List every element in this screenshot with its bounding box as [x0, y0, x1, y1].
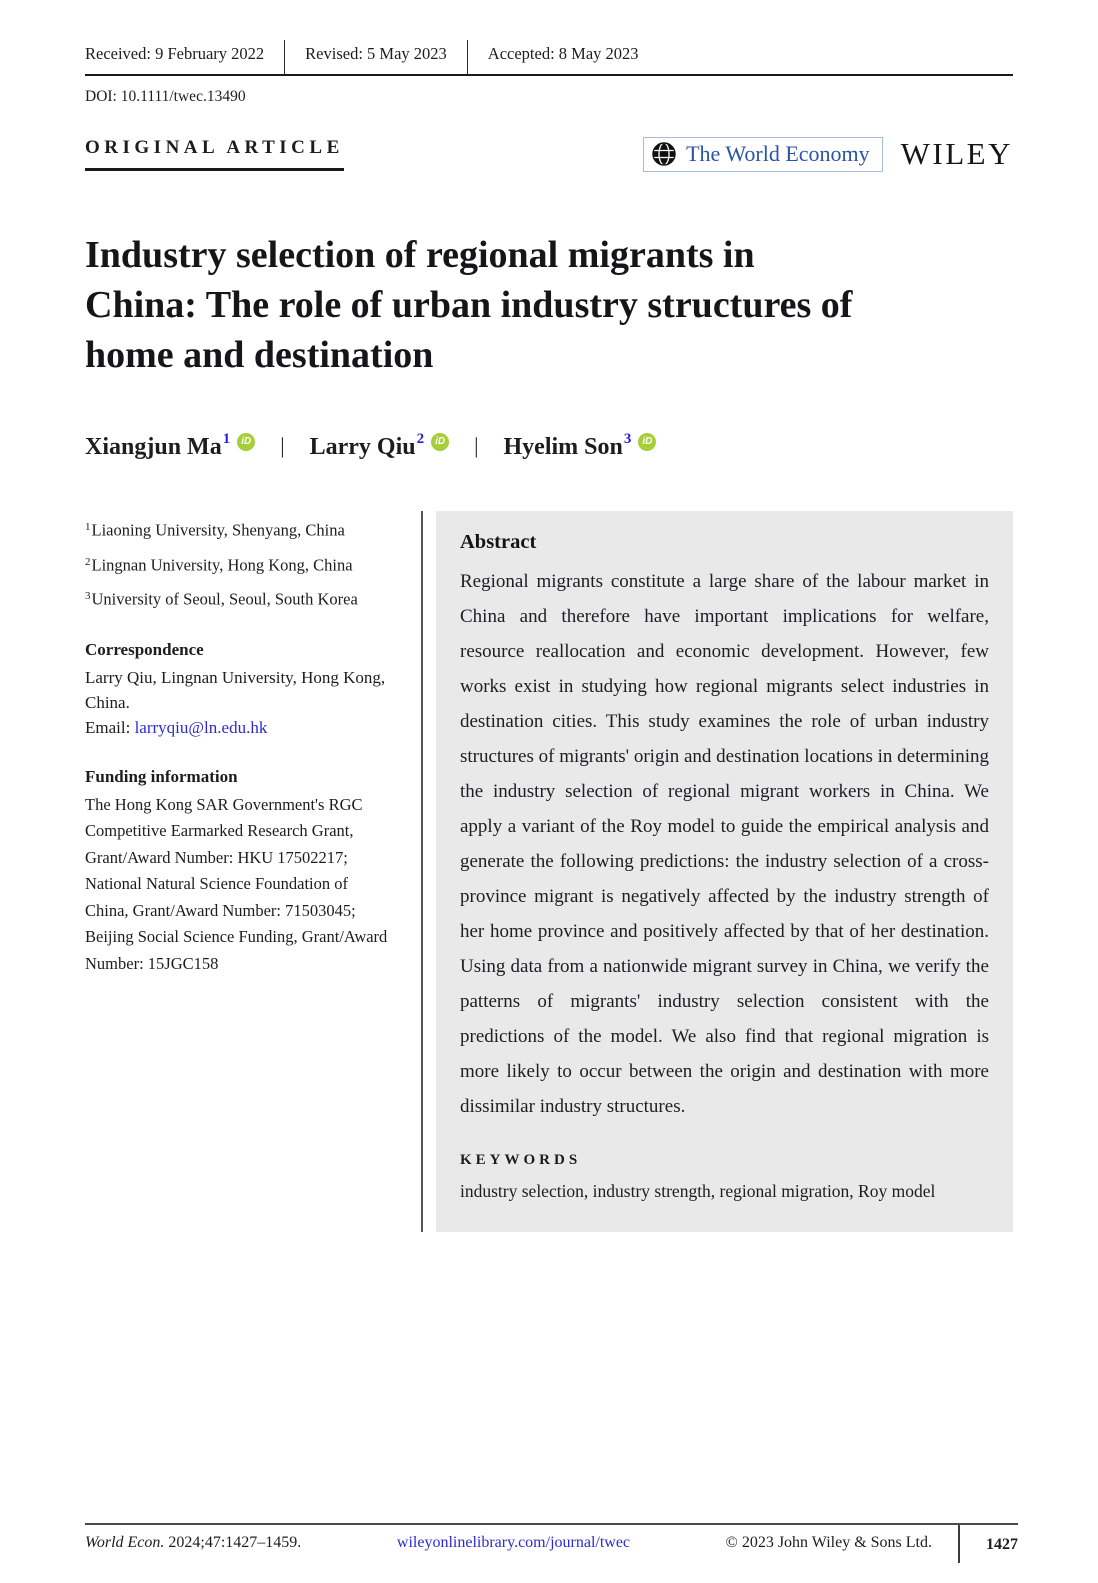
- title-line: home and destination: [85, 334, 434, 376]
- funding-block: [85, 767, 391, 978]
- author-separator: |: [474, 432, 479, 458]
- affiliations-list: [85, 511, 391, 615]
- correspondence-email-line: [85, 715, 391, 740]
- journal-name: The World Economy: [686, 140, 870, 166]
- affiliation-sup: 3: [85, 590, 91, 602]
- article-type-row: [85, 136, 1013, 172]
- affiliation-sup: 2: [85, 555, 91, 568]
- orcid-icon[interactable]: iD: [237, 433, 255, 451]
- affiliation-text: University of Seoul, Seoul, South Korea: [91, 589, 358, 609]
- article-type-label: ORIGINAL ARTICLE: [85, 137, 344, 171]
- citation: [85, 1534, 301, 1552]
- citation-details: 2024;47:1427–1459.: [164, 1534, 302, 1551]
- affiliation-sup: 1: [85, 521, 91, 533]
- author-separator: |: [280, 432, 285, 458]
- globe-icon: [651, 141, 677, 167]
- author-affiliation-sup: 1: [222, 431, 231, 447]
- funding-body: The Hong Kong SAR Government's RGC Competitive Earmarked Research Grant, Grant/Award Number: HKU 17502217; National Natural Science Foundation of China, Grant/Award Number: 71503045; Beijing Social Science Funding, Grant/Award Number: 15JGC158: [85, 794, 388, 973]
- affiliation-item: [85, 511, 391, 546]
- accepted-date: Accepted: 8 May 2023: [487, 44, 639, 63]
- author-affiliation-sup: 2: [416, 431, 425, 447]
- article-title: [85, 230, 1013, 380]
- correspondence-heading: Correspondence: [85, 639, 204, 659]
- author-affiliation-sup: 3: [623, 431, 632, 447]
- brand-area: [643, 136, 1013, 172]
- correspondence-block: [85, 640, 391, 740]
- page-number: 1427: [986, 1536, 1018, 1553]
- affiliation-text: Lingnan University, Hong Kong, China: [91, 555, 353, 574]
- copyright-text: © 2023 John Wiley & Sons Ltd.: [725, 1534, 932, 1551]
- email-link[interactable]: larryqiu@ln.edu.hk: [134, 717, 268, 737]
- author-3: [503, 431, 632, 461]
- author-name: Hyelim Son: [503, 434, 623, 460]
- left-column: [85, 511, 421, 1232]
- affiliation-item: [85, 546, 391, 581]
- received-date: Received: 9 February 2022: [85, 44, 265, 63]
- author-2: [309, 431, 425, 461]
- author-name: Xiangjun Ma: [85, 434, 222, 460]
- abstract-heading: Abstract: [460, 531, 537, 553]
- email-label: Email:: [85, 717, 135, 737]
- author-name: Larry Qiu: [309, 434, 416, 460]
- doi-text: DOI: 10.1111/twec.13490: [85, 88, 246, 105]
- keywords-heading: KEYWORDS: [460, 1152, 582, 1168]
- orcid-icon[interactable]: iD: [638, 433, 656, 451]
- correspondence-body: Larry Qiu, Lingnan University, Hong Kong, China.: [85, 667, 386, 712]
- affiliation-text: Liaoning University, Shenyang, China: [91, 520, 345, 540]
- revised-date: Revised: 5 May 2023: [284, 40, 468, 74]
- funding-heading: Funding information: [85, 766, 238, 786]
- journal-logo-badge: [643, 137, 883, 172]
- abstract-box: [436, 511, 1013, 1232]
- affiliation-item: [85, 580, 391, 615]
- orcid-icon[interactable]: iD: [431, 433, 449, 451]
- author-1: [85, 431, 231, 461]
- abstract-text: Regional migrants constitute a large share of the labour market in China and therefore have important implications for welfare, resource reallocation and economic development. However, few works exist in studying how regional migrants select industries in destination cities. This study examines the role of urban industry structures of migrants' origin and destination locations in determining the industry selection of regional migrant workers in China. We apply a variant of the Roy model to guide the empirical analysis and generate the following predictions: the industry selection of a cross-province migrant is negatively affected by the industry strength of her home province and positively affected by that of her destination. Using data from a nationwide migrant survey in China, we verify the patterns of migrants' industry selection consistent with the predictions of the model. We also find that regional migration is more likely to occur between the origin and destination with more dissimilar industry structures.: [460, 571, 989, 1117]
- keywords-text: industry selection, industry strength, regional migration, Roy model: [460, 1181, 936, 1201]
- title-line: Industry selection of regional migrants in: [85, 234, 755, 276]
- column-divider: [421, 511, 423, 1232]
- main-columns: [85, 511, 1013, 1232]
- dates-bar: [85, 40, 1013, 76]
- authors-row: [85, 431, 1013, 461]
- footer: [85, 1523, 1018, 1563]
- citation-journal: World Econ.: [85, 1534, 165, 1551]
- journal-url-link[interactable]: wileyonlinelibrary.com/journal/twec: [396, 1534, 631, 1551]
- wiley-logo: WILEY: [900, 136, 1013, 171]
- title-line: China: The role of urban industry structures of: [85, 284, 853, 326]
